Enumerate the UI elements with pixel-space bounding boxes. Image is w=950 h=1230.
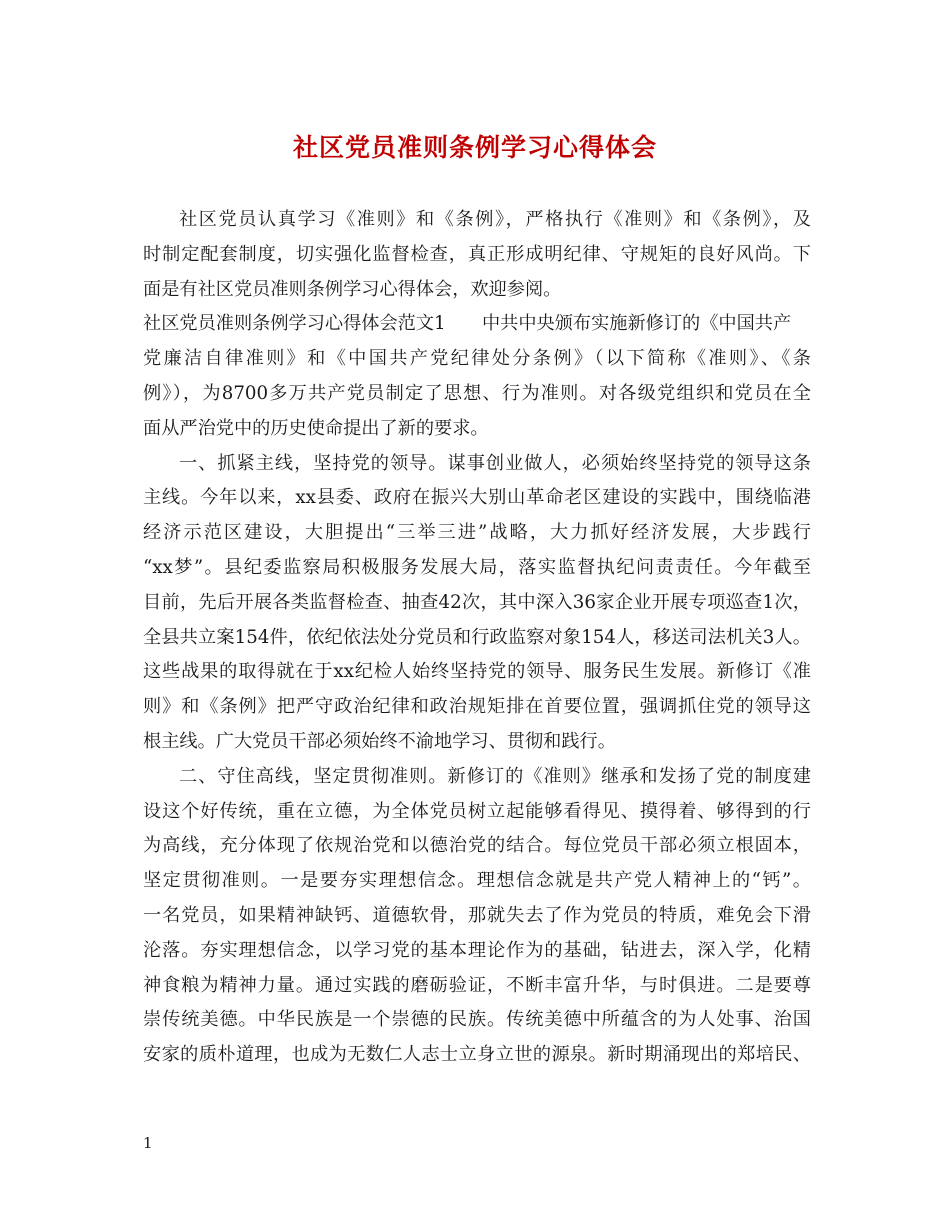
text-line: 经济示范区建设，大胆提出“三举三进”战略，大力抓好经济发展，大步践行 — [143, 522, 811, 544]
text-line: 崇传统美德。中华民族是一个崇德的民族。传统美德中所蕴含的为人处事、治国 — [143, 1009, 811, 1031]
text-line: 面从严治党中的历史使命提出了新的要求。 — [143, 417, 489, 439]
document-title: 社区党员准则条例学习心得体会 — [292, 133, 657, 162]
page-number: 1 — [143, 1134, 153, 1152]
text-line: 神食粮为精神力量。通过实践的磨砺验证，不断丰富升华，与时俱进。二是要尊 — [143, 974, 811, 996]
text-line: 安家的质朴道理，也成为无数仁人志士立身立世的源泉。新时期涌现出的郑培民、 — [143, 1044, 811, 1066]
text-line: “xx梦”。县纪委监察局积极服务发展大局，落实监督执纪问责责任。今年截至 — [143, 556, 811, 578]
text-line: 面是有社区党员准则条例学习心得体会，欢迎参阅。 — [143, 278, 562, 300]
text-line: 一、抓紧主线，坚持党的领导。谋事创业做人，必须始终坚持党的领导这条 — [179, 452, 811, 474]
text-line: 社区党员认真学习《准则》和《条例》，严格执行《准则》和《条例》，及 — [179, 209, 811, 230]
text-line: 坚定贯彻准则。一是要夯实理想信念。理想信念就是共产党人精神上的“钙”。 — [143, 870, 811, 892]
document-body — [143, 203, 811, 1073]
text-line: 设这个好传统，重在立德，为全体党员树立起能够看得见、摸得着、够得到的行 — [143, 800, 811, 822]
text-line: 主线。今年以来，xx县委、政府在振兴大别山革命老区建设的实践中，围绕临港 — [143, 487, 811, 509]
text-line: 则》和《条例》把严守政治纪律和政治规矩排在首要位置，强调抓住党的领导这 — [143, 696, 811, 718]
text-line: 党廉洁自律准则》和《中国共产党纪律处分条例》（以下简称《准则》、《条 — [143, 348, 811, 370]
text-line: 时制定配套制度，切实强化监督检查，真正形成明纪律、守规矩的良好风尚。下 — [143, 243, 811, 265]
text-line: 二、守住高线，坚定贯彻准则。新修订的《准则》继承和发扬了党的制度建 — [179, 765, 811, 787]
text-line: 全县共立案154件，依纪依法处分党员和行政监察对象154人，移送司法机关3人。 — [143, 626, 811, 648]
text-line: 社区党员准则条例学习心得体会范文1 中共中央颁布实施新修订的《中国共产 — [143, 313, 792, 335]
text-line: 根主线。广大党员干部必须始终不渝地学习、贯彻和践行。 — [143, 730, 616, 752]
text-line: 为高线，充分体现了依规治党和以德治党的结合。每位党员干部必须立根固本， — [143, 835, 811, 857]
text-line: 例》），为8700多万共产党员制定了思想、行为准则。对各级党组织和党员在全 — [143, 382, 811, 404]
text-line: 沦落。夯实理想信念，以学习党的基本理论作为的基础，钻进去，深入学，化精 — [143, 939, 811, 961]
text-line: 一名党员，如果精神缺钙、道德软骨，那就失去了作为党员的特质，难免会下滑 — [143, 904, 811, 926]
text-line: 目前，先后开展各类监督检查、抽查42次，其中深入36家企业开展专项巡查1次， — [143, 591, 811, 613]
text-line: 这些战果的取得就在于xx纪检人始终坚持党的领导、服务民生发展。新修订《准 — [143, 661, 811, 683]
